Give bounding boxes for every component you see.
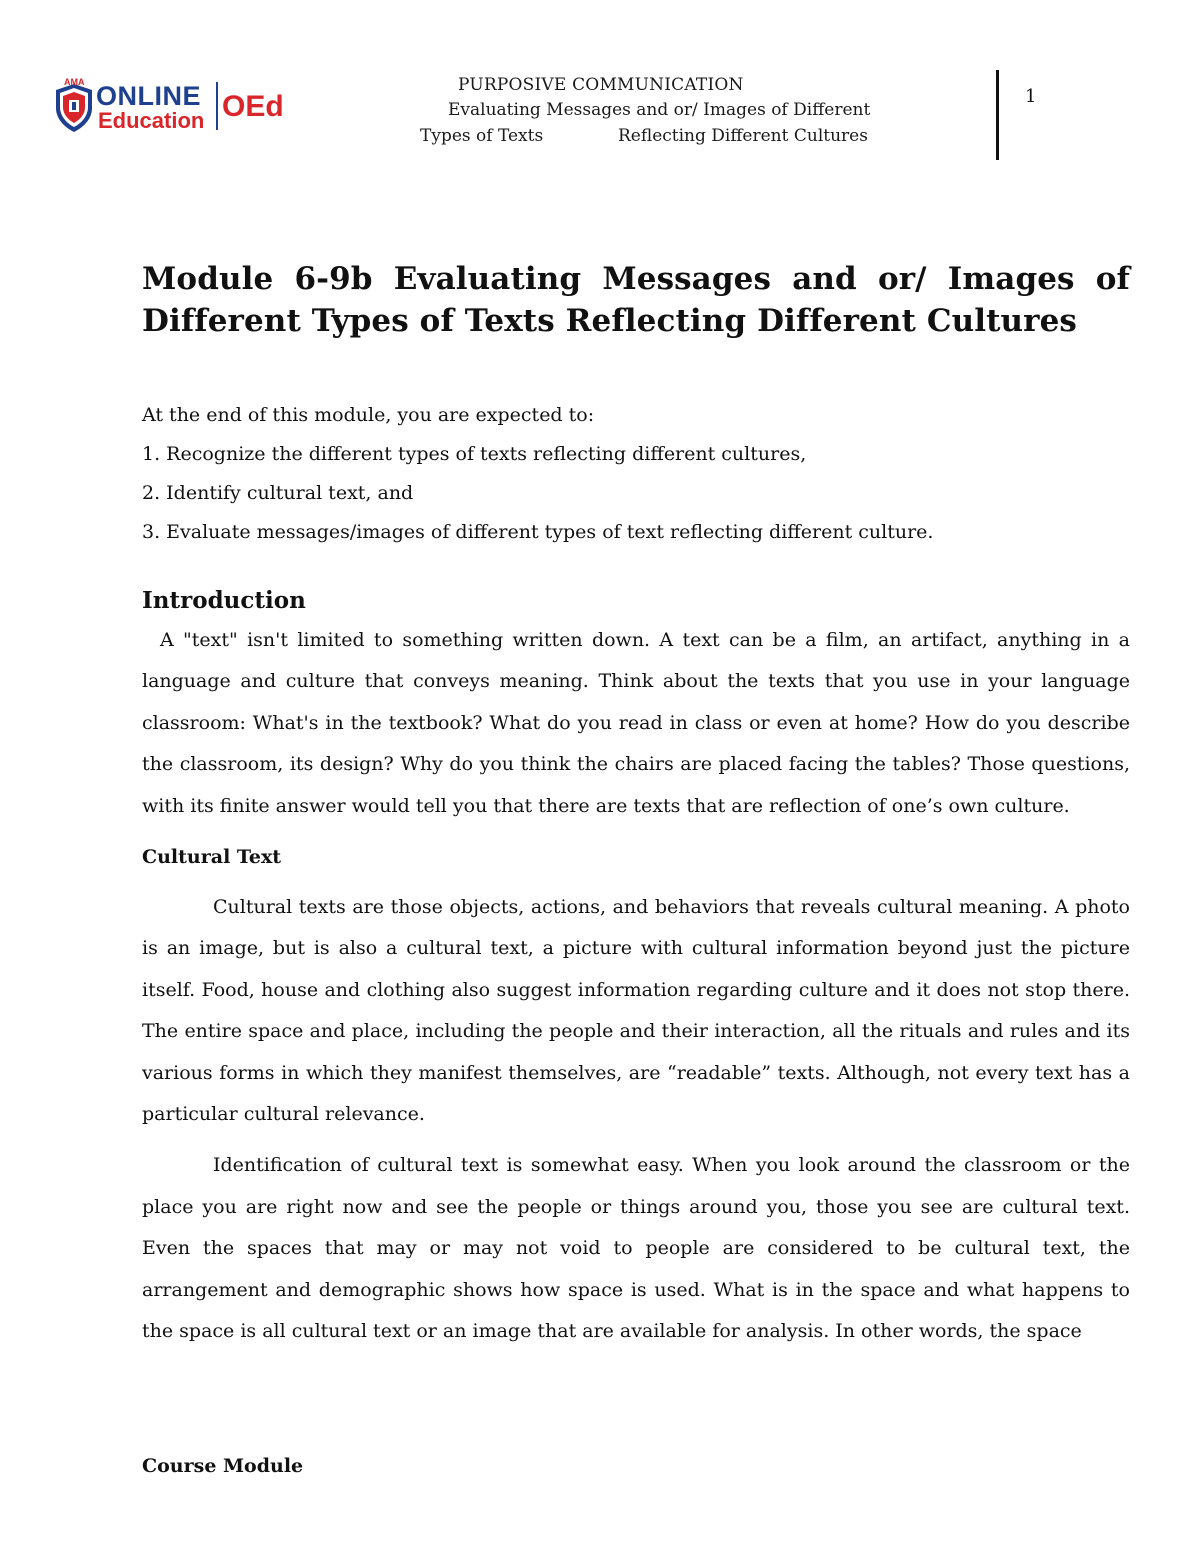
cultural-text-heading: Cultural Text	[142, 846, 282, 869]
logo-line1: ONLINE	[96, 81, 202, 111]
logo-line2: Education	[98, 108, 205, 133]
objectives-lead: At the end of this module, you are expected to:	[142, 404, 595, 426]
module-title: Module 6-9b Evaluating Messages and or/ Images of Different Types of Texts Reflecting Different Cultures	[142, 261, 1130, 339]
objectives	[142, 396, 1130, 552]
header-topic-line2b: Reflecting Different Cultures	[618, 126, 868, 146]
objective-item: 3. Evaluate messages/images of different types of text reflecting different culture.	[142, 521, 934, 543]
header-topic-line2a: Types of Texts	[420, 126, 544, 146]
module-content	[142, 258, 1130, 1353]
logo-mark: OEd	[222, 90, 284, 123]
objective-item: 1. Recognize the different types of texts reflecting different cultures,	[142, 443, 807, 465]
footer-label: Course Module	[142, 1455, 304, 1477]
introduction-paragraph: A "text" isn't limited to something written down. A text can be a film, an artifact, anything in a language and culture that conveys meaning. Think about the texts that you use in your language classroom: What's in the textbook? What do you read in class or even at home? How do you describe the classroom, its design? Why do you think the chairs are placed facing the tables? Those questions, with its finite answer would tell you that there are texts that are reflection of one’s own culture.	[142, 629, 1130, 817]
cultural-text-paragraph: Cultural texts are those objects, actions, and behaviors that reveals cultural meaning. A photo is an image, but is also a cultural text, a picture with cultural information beyond just the picture itself. Food, house and clothing also suggest information regarding culture and it does not stop there. The entire space and place, including the people and their interaction, all the rituals and rules and its various forms in which they manifest themselves, are “readable” texts. Although, not every text has a particular cultural relevance.	[142, 896, 1130, 1126]
cultural-text-paragraph: Identification of cultural text is somewhat easy. When you look around the classroom or the place you are right now and see the people or things around you, those you see are cultural text. Even the spaces that may or may not void to people are considered to be cultural text, the arrangement and demographic shows how space is used. What is in the space and what happens to the space is all cultural text or an image that are available for analysis. In other words, the space	[142, 1154, 1130, 1343]
objective-item: 2. Identify cultural text, and	[142, 482, 414, 504]
header-divider	[996, 70, 999, 160]
page-number: 1	[1025, 86, 1037, 107]
online-education-logo	[52, 76, 292, 136]
logo-brand-top: AMA	[64, 77, 85, 87]
header-course: PURPOSIVE COMMUNICATION	[458, 75, 744, 95]
header-topic-line1: Evaluating Messages and or/ Images of Different	[448, 100, 871, 120]
introduction-heading: Introduction	[142, 587, 306, 614]
